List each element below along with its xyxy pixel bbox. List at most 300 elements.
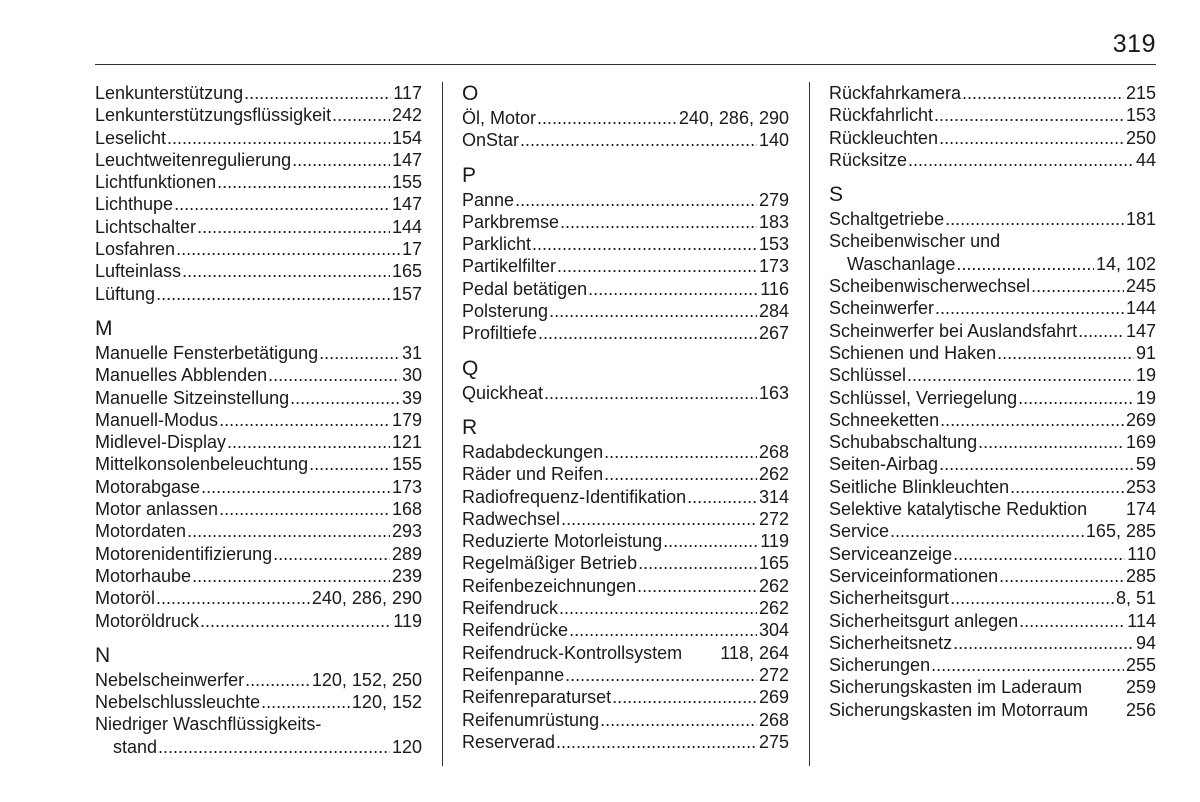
index-entry-pages: 121 xyxy=(391,432,422,453)
index-entry-pages: 39 xyxy=(401,387,422,408)
index-entry-label: Losfahren xyxy=(95,239,176,260)
dot-leader xyxy=(520,129,757,151)
index-entry xyxy=(462,211,789,233)
index-entry xyxy=(462,278,789,300)
index-entry-label: Parklicht xyxy=(462,234,532,255)
index-entry-pages: 293 xyxy=(391,521,422,542)
dot-leader xyxy=(217,171,390,193)
index-entry-label: Partikelfilter xyxy=(462,256,557,277)
index-entry-pages: 165 xyxy=(758,553,789,574)
index-entry xyxy=(95,691,422,713)
index-entry-pages: 165, 285 xyxy=(1085,521,1156,542)
dot-leader xyxy=(268,364,400,386)
index-entry xyxy=(462,709,789,731)
index-entry-label: Pedal betätigen xyxy=(462,278,588,299)
index-entry xyxy=(95,216,422,238)
index-entry-pages: 116 xyxy=(760,278,789,299)
index-entry-pages: 30 xyxy=(401,365,422,386)
dot-leader xyxy=(931,654,1124,676)
index-letter-heading: O xyxy=(462,82,479,105)
index-entry xyxy=(462,255,789,277)
index-entry-pages: 240, 286, 290 xyxy=(678,108,789,128)
index-entry-pages: 215 xyxy=(1125,83,1156,103)
index-entry-label: Öl, Motor xyxy=(462,108,537,128)
index-entry-pages: 17 xyxy=(401,239,422,260)
index-entry-pages: 173 xyxy=(391,476,422,497)
index-entry xyxy=(829,453,1156,475)
index-entry xyxy=(829,320,1156,342)
index-entry-pages: 268 xyxy=(758,441,789,462)
index-entry-pages: 256 xyxy=(1125,699,1156,720)
index-entry-label: Motordaten xyxy=(95,521,187,542)
dot-leader xyxy=(182,260,390,282)
index-entry-label: Manuell-Modus xyxy=(95,409,219,430)
index-entry-label: Motoröl xyxy=(95,588,156,609)
index-entry-label: Leuchtweitenregulierung xyxy=(95,149,292,170)
index-entry-pages: 285 xyxy=(1125,565,1156,586)
index-entry xyxy=(95,476,422,498)
dot-leader xyxy=(158,736,390,758)
index-entry xyxy=(829,364,1156,386)
dot-leader xyxy=(939,453,1134,475)
index-entry-pages: 262 xyxy=(758,464,789,485)
index-entry xyxy=(95,587,422,609)
index-entry-label: Nebelscheinwerfer xyxy=(95,669,245,690)
index-entry-pages: 239 xyxy=(391,565,422,586)
index-entry xyxy=(829,104,1156,126)
index-entry xyxy=(462,486,789,508)
dot-leader xyxy=(663,530,758,552)
index-entry-pages: 31 xyxy=(401,342,422,363)
index-entry-label: Radiofrequenz-Identifikation xyxy=(462,486,687,507)
dot-leader xyxy=(1018,387,1134,409)
index-entry-pages: 119 xyxy=(393,610,422,631)
dot-leader xyxy=(332,104,390,126)
index-entry xyxy=(829,543,1156,565)
index-entry xyxy=(829,520,1156,542)
dot-leader xyxy=(201,476,390,498)
index-entry xyxy=(462,463,789,485)
index-entry xyxy=(829,208,1156,230)
dot-leader xyxy=(1078,320,1124,342)
index-entry xyxy=(829,431,1156,453)
index-entry-pages: 173 xyxy=(758,256,789,277)
dot-leader xyxy=(997,342,1134,364)
index-entry xyxy=(95,387,422,409)
index-entry-pages: 19 xyxy=(1135,365,1156,386)
index-entry xyxy=(829,82,1156,104)
dot-leader xyxy=(638,552,757,574)
index-entry-label: Schlüssel xyxy=(829,365,907,386)
dot-leader xyxy=(560,211,757,233)
dot-leader xyxy=(245,669,310,691)
index-letter-heading: M xyxy=(95,316,113,340)
index-entry-pages: 114 xyxy=(1127,610,1156,631)
index-entry xyxy=(462,731,789,753)
index-entry-label: Reifenbezeichnungen xyxy=(462,575,637,596)
index-entry-label: Serviceanzeige xyxy=(829,543,953,564)
index-entry-label: Profiltiefe xyxy=(462,323,538,344)
index-entry-pages: 240, 286, 290 xyxy=(311,588,422,609)
index-entry-label: Reserverad xyxy=(462,731,556,752)
dot-leader xyxy=(1031,275,1124,297)
index-entry-pages: 279 xyxy=(758,189,789,210)
index-entry-pages: 14, 102 xyxy=(1095,253,1156,274)
index-entry-pages: 267 xyxy=(758,323,789,344)
dot-leader xyxy=(174,193,390,215)
index-entry xyxy=(829,654,1156,676)
dot-leader xyxy=(600,709,757,731)
index-entry xyxy=(95,543,422,565)
index-entry-label: Mittelkonsolenbeleuchtung xyxy=(95,454,309,475)
index-entry-pages: 268 xyxy=(758,709,789,730)
index-letter-heading: R xyxy=(462,415,478,439)
index-entry-pages: 289 xyxy=(391,543,422,564)
dot-leader xyxy=(156,283,390,305)
index-entry-pages: 154 xyxy=(391,127,422,148)
index-entry-label: Waschanlage xyxy=(847,253,956,274)
index-entry-label: Parkbremse xyxy=(462,211,560,232)
index-entry-pages: 272 xyxy=(758,664,789,685)
index-entry-pages: 284 xyxy=(758,301,789,322)
index-entry-pages: 91 xyxy=(1135,342,1156,363)
index-entry-pages: 253 xyxy=(1125,476,1156,497)
index-entry xyxy=(95,342,422,364)
dot-leader xyxy=(538,322,757,344)
dot-leader xyxy=(953,543,1125,565)
index-entry-label: Reifenreparaturset xyxy=(462,687,612,708)
index-entry xyxy=(829,387,1156,409)
dot-leader xyxy=(219,498,390,520)
index-entry xyxy=(95,520,422,542)
dot-leader xyxy=(292,149,390,171)
index-entry xyxy=(829,127,1156,149)
index-entry-label: Schienen und Haken xyxy=(829,342,997,363)
index-entry-label: Lenkunterstützungsflüssigkeit xyxy=(95,105,332,126)
index-entry-label: Räder und Reifen xyxy=(462,464,604,485)
index-entry xyxy=(95,431,422,453)
dot-leader xyxy=(890,520,1084,542)
dot-leader xyxy=(176,238,400,260)
dot-leader xyxy=(537,107,677,129)
index-entry-pages: 144 xyxy=(1125,298,1156,319)
index-entry xyxy=(95,409,422,431)
index-entry xyxy=(95,149,422,171)
index-entry-label: Scheinwerfer xyxy=(829,298,935,319)
index-entry xyxy=(829,632,1156,654)
dot-leader xyxy=(200,610,391,632)
index-entry xyxy=(462,642,789,664)
index-entry xyxy=(462,508,789,530)
index-entry-label: Rückfahrkamera xyxy=(829,83,962,103)
index-entry xyxy=(95,453,422,475)
index-entry-pages: 314 xyxy=(758,486,789,507)
index-entry xyxy=(829,297,1156,319)
index-entry-label: Seiten-Airbag xyxy=(829,454,939,475)
index-entry-pages: 119 xyxy=(760,531,789,552)
index-entry-pages: 120 xyxy=(391,736,422,757)
index-entry xyxy=(462,300,789,322)
index-entry-label: Lichthupe xyxy=(95,194,174,215)
index-entry-label: Leselicht xyxy=(95,127,167,148)
page-number: 319 xyxy=(1112,30,1156,58)
dot-leader xyxy=(532,233,757,255)
index-entry-label: OnStar xyxy=(462,130,520,151)
index-entry-pages: 147 xyxy=(391,149,422,170)
index-entry xyxy=(462,189,789,211)
index-entry xyxy=(95,669,422,691)
index-entry xyxy=(462,129,789,151)
index-entry xyxy=(829,498,1156,520)
index-entry-label: Seitliche Blinkleuchten xyxy=(829,476,1010,497)
index-entry-pages: 250 xyxy=(1125,127,1156,148)
dot-leader xyxy=(978,431,1124,453)
index-entry-label: Scheibenwischerwechsel xyxy=(829,276,1031,297)
index-entry-label: Rückfahrlicht xyxy=(829,105,934,126)
header-rule xyxy=(95,64,1156,65)
index-entry xyxy=(95,610,422,632)
dot-leader xyxy=(549,300,757,322)
dot-leader xyxy=(244,82,391,104)
index-entry xyxy=(462,233,789,255)
index-entry-label: Niedriger Waschflüssigkeits- xyxy=(95,714,322,735)
index-entry xyxy=(95,127,422,149)
index-entry-pages: 157 xyxy=(391,283,422,304)
index-entry-pages: 259 xyxy=(1125,677,1156,698)
index-entry-label: Schubabschaltung xyxy=(829,432,978,453)
index-entry xyxy=(829,610,1156,632)
index-entry-label: Reifendrücke xyxy=(462,620,569,641)
index-entry-label: Manuelles Abblenden xyxy=(95,365,268,386)
index-entry-pages: 174 xyxy=(1125,499,1156,520)
index-letter-heading: P xyxy=(462,163,477,187)
index-entry-pages: 169 xyxy=(1125,432,1156,453)
index-entry-label: Serviceinformationen xyxy=(829,565,999,586)
index-entry xyxy=(462,530,789,552)
index-entry-label: Lichtschalter xyxy=(95,216,197,237)
index-entry-label: Radwechsel xyxy=(462,508,561,529)
index-entry xyxy=(462,382,789,404)
dot-leader xyxy=(557,255,757,277)
index-entry xyxy=(462,107,789,129)
index-entry-label: Sicherungen xyxy=(829,655,931,676)
index-entry-label: Reifenumrüstung xyxy=(462,709,600,730)
index-entry xyxy=(95,736,422,758)
index-entry-label: Selektive katalytische Reduktion xyxy=(829,499,1088,520)
index-entry-pages: 147 xyxy=(1125,320,1156,341)
dot-leader xyxy=(192,565,390,587)
index-entry-pages: 147 xyxy=(391,194,422,215)
index-column-2 xyxy=(462,82,789,753)
index-entry xyxy=(462,575,789,597)
dot-leader xyxy=(559,597,757,619)
index-entry xyxy=(829,409,1156,431)
dot-leader xyxy=(940,409,1124,431)
dot-leader xyxy=(309,453,390,475)
index-entry xyxy=(95,498,422,520)
index-entry-pages: 153 xyxy=(1125,105,1156,126)
dot-leader xyxy=(935,297,1124,319)
index-entry-label: Schaltgetriebe xyxy=(829,209,945,230)
index-entry-pages: 155 xyxy=(391,172,422,193)
dot-leader xyxy=(588,278,758,300)
dot-leader xyxy=(612,686,757,708)
index-entry-label: Schlüssel, Verriegelung xyxy=(829,387,1018,408)
index-entry-pages: 8, 51 xyxy=(1115,588,1156,609)
index-entry-label: Sicherungskasten im Motorraum xyxy=(829,699,1089,720)
index-entry-pages: 44 xyxy=(1135,149,1156,170)
index-entry-pages: 165 xyxy=(391,261,422,282)
index-entry-pages: 181 xyxy=(1125,209,1156,230)
dot-leader xyxy=(544,382,757,404)
index-entry-label: Sicherheitsnetz xyxy=(829,632,953,653)
index-entry xyxy=(462,619,789,641)
index-letter-heading: Q xyxy=(462,356,479,380)
index-entry-pages: 275 xyxy=(758,731,789,752)
index-column-1 xyxy=(95,82,422,758)
dot-leader xyxy=(197,216,390,238)
index-entry xyxy=(95,364,422,386)
index-entry xyxy=(462,441,789,463)
index-entry-pages: 245 xyxy=(1125,276,1156,297)
index-entry xyxy=(829,699,1156,721)
index-entry xyxy=(95,171,422,193)
index-entry-label: Lüftung xyxy=(95,283,156,304)
index-entry-label: Motor anlassen xyxy=(95,499,219,520)
index-entry-label: Reifendruck-Kontrollsystem xyxy=(462,642,683,663)
column-divider xyxy=(809,82,810,766)
index-entry xyxy=(829,676,1156,698)
index-entry-label: Lufteinlass xyxy=(95,261,182,282)
index-entry xyxy=(462,552,789,574)
dot-leader xyxy=(227,431,390,453)
index-entry-label: Regelmäßiger Betrieb xyxy=(462,553,638,574)
column-divider xyxy=(442,82,443,766)
index-column-3 xyxy=(829,82,1156,721)
dot-leader xyxy=(319,342,400,364)
index-entry-label: Reifendruck xyxy=(462,598,559,619)
index-entry-label: Rücksitze xyxy=(829,149,908,170)
dot-leader xyxy=(1010,476,1124,498)
index-letter-heading: N xyxy=(95,643,111,667)
index-entry-label: Midlevel-Display xyxy=(95,432,227,453)
index-entry-pages: 262 xyxy=(758,575,789,596)
index-entry-pages: 242 xyxy=(391,105,422,126)
index-entry-pages: 59 xyxy=(1135,454,1156,475)
dot-leader xyxy=(934,104,1124,126)
dot-leader xyxy=(1019,610,1125,632)
dot-leader xyxy=(956,253,1094,275)
dot-leader xyxy=(908,149,1134,171)
index-entry-label: Radabdeckungen xyxy=(462,441,604,462)
index-entry-label: Sicherheitsgurt anlegen xyxy=(829,610,1019,631)
dot-leader xyxy=(962,82,1124,104)
index-entry xyxy=(95,565,422,587)
dot-leader xyxy=(953,632,1134,654)
index-entry xyxy=(95,238,422,260)
index-entry-label: Motorhaube xyxy=(95,565,192,586)
dot-leader xyxy=(637,575,757,597)
index-entry-pages: 255 xyxy=(1125,655,1156,676)
index-entry-pages: 304 xyxy=(758,620,789,641)
index-entry-pages: 117 xyxy=(393,83,422,103)
index-entry-label: Motorabgase xyxy=(95,476,201,497)
index-entry-pages: 153 xyxy=(758,234,789,255)
index-entry-label: Manuelle Fensterbetätigung xyxy=(95,342,319,363)
index-entry-pages: 144 xyxy=(391,216,422,237)
index-entry-label: Motorenidentifizierung xyxy=(95,543,273,564)
dot-leader xyxy=(515,189,757,211)
index-entry-label: Motoröldruck xyxy=(95,610,200,631)
index-entry xyxy=(462,322,789,344)
index-entry-label: Panne xyxy=(462,189,515,210)
index-entry-pages: 110 xyxy=(1127,543,1156,564)
index-entry-pages: 272 xyxy=(758,508,789,529)
index-entry xyxy=(829,476,1156,498)
index-entry-label: Sicherungskasten im Laderaum xyxy=(829,677,1083,698)
dot-leader xyxy=(907,364,1134,386)
index-entry xyxy=(95,193,422,215)
dot-leader xyxy=(950,587,1114,609)
index-entry xyxy=(462,686,789,708)
index-entry xyxy=(462,597,789,619)
dot-leader xyxy=(261,691,350,713)
index-entry-label: Schneeketten xyxy=(829,409,940,430)
dot-leader xyxy=(945,208,1124,230)
dot-leader xyxy=(290,387,400,409)
index-entry-label: Scheibenwischer und xyxy=(829,231,1001,252)
index-entry-pages: 163 xyxy=(758,382,789,403)
index-entry-pages: 179 xyxy=(391,409,422,430)
dot-leader xyxy=(939,127,1124,149)
index-entry-label: Nebelschlussleuchte xyxy=(95,692,261,713)
index-entry-label: Quickheat xyxy=(462,382,544,403)
index-entry xyxy=(95,260,422,282)
index-letter-heading: S xyxy=(829,183,844,207)
dot-leader xyxy=(604,441,757,463)
index-entry-pages: 168 xyxy=(391,499,422,520)
dot-leader xyxy=(569,619,757,641)
index-entry-label: Lenkunterstützung xyxy=(95,83,244,103)
index-entry-label: Scheinwerfer bei Auslandsfahrt xyxy=(829,320,1078,341)
index-entry-label: Lichtfunktionen xyxy=(95,172,217,193)
index-entry xyxy=(829,275,1156,297)
index-entry-pages: 183 xyxy=(758,211,789,232)
index-entry-label: Polsterung xyxy=(462,301,549,322)
index-entry xyxy=(829,149,1156,171)
dot-leader xyxy=(156,587,310,609)
dot-leader xyxy=(604,463,757,485)
dot-leader xyxy=(556,731,757,753)
index-entry xyxy=(95,82,422,104)
index-entry xyxy=(95,104,422,126)
index-entry-label: Manuelle Sitzeinstellung xyxy=(95,387,290,408)
dot-leader xyxy=(273,543,390,565)
index-entry xyxy=(829,587,1156,609)
index-entry xyxy=(829,342,1156,364)
dot-leader xyxy=(999,565,1124,587)
index-entry xyxy=(829,253,1156,275)
index-entry-pages: 94 xyxy=(1135,632,1156,653)
index-entry-label: Reifenpanne xyxy=(462,664,565,685)
index-entry-pages: 262 xyxy=(758,598,789,619)
dot-leader xyxy=(219,409,390,431)
index-entry xyxy=(829,565,1156,587)
index-entry-label: stand xyxy=(113,736,158,757)
index-entry-pages: 269 xyxy=(1125,409,1156,430)
index-entry-label: Sicherheitsgurt xyxy=(829,588,950,609)
dot-leader xyxy=(687,486,757,508)
